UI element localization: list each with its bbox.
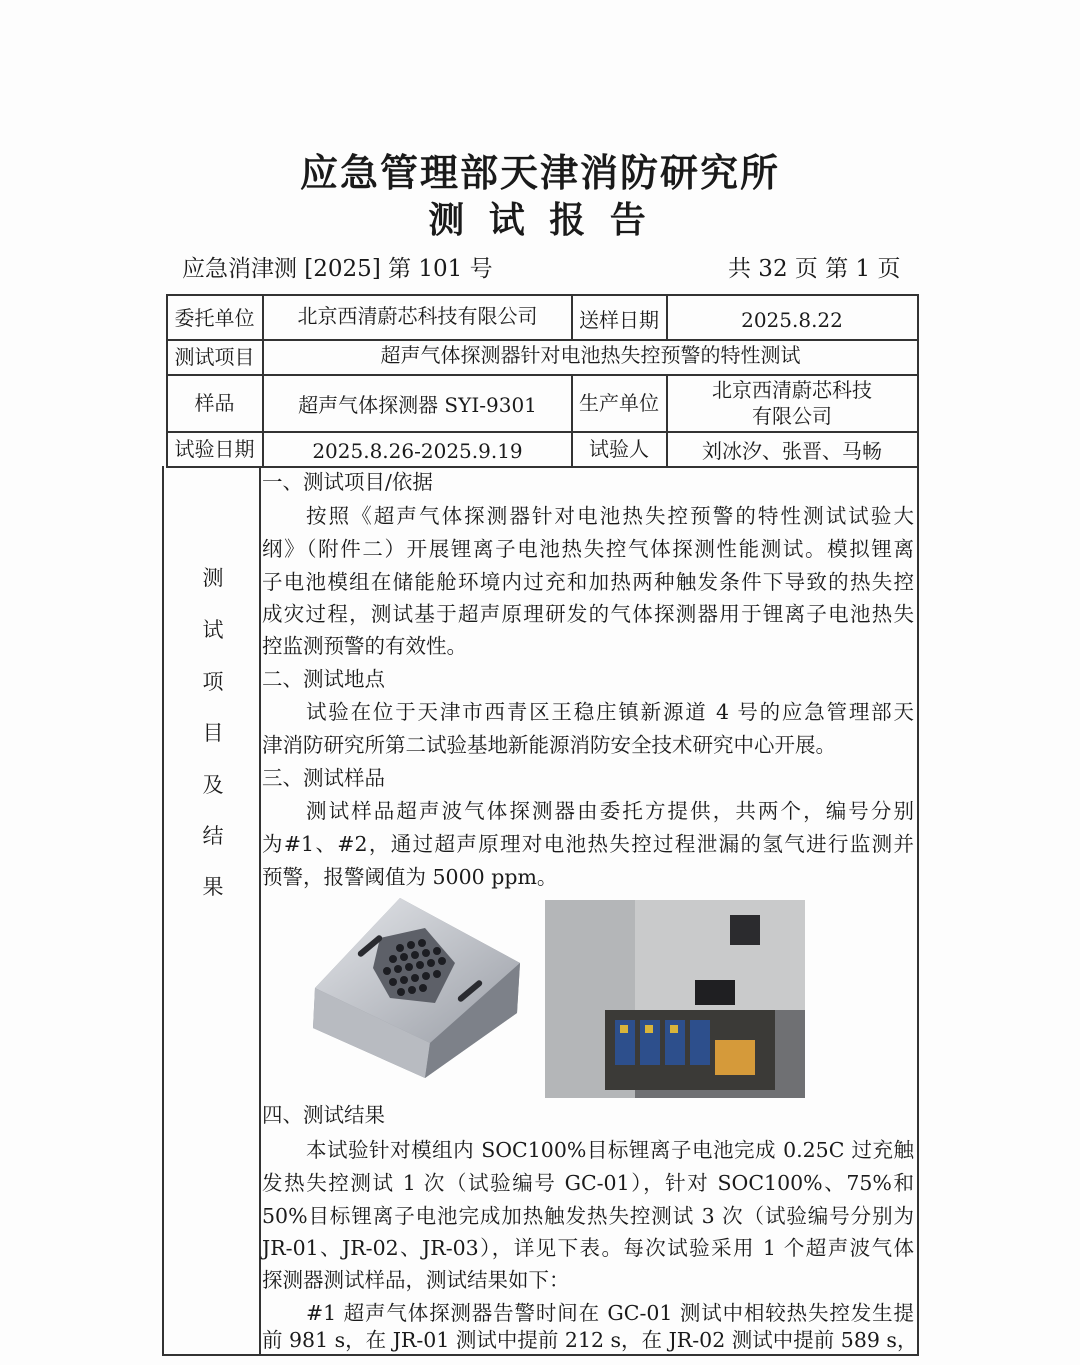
body-line: JR-01、JR-02、JR-03），详见下表。每次试验采用 1 个超声波气体	[262, 1236, 914, 1260]
vertical-char: 结	[202, 824, 224, 848]
vertical-char: 果	[202, 875, 224, 899]
client-label: 委托单位	[174, 305, 255, 330]
vertical-char: 及	[202, 773, 224, 797]
vertical-char: 项	[202, 670, 224, 694]
send-date-value: 2025.8.22	[741, 307, 843, 332]
tester-label: 试验人	[589, 437, 649, 461]
section-4-title: 四、测试结果	[262, 1103, 385, 1127]
report-number: 应急消津测 [2025] 第 101 号	[182, 256, 493, 282]
body-line: 按照《超声气体探测器针对电池热失控预警的特性测试试验大	[306, 504, 914, 528]
maker-line-2: 有限公司	[752, 404, 832, 428]
vertical-char: 测	[202, 566, 224, 590]
date-value: 2025.8.26-2025.9.19	[312, 439, 523, 463]
body-line: 发热失控测试 1 次（试验编号 GC-01），针对 SOC100%、75%和	[262, 1171, 914, 1195]
client-value: 北京西清蔚芯科技有限公司	[297, 304, 538, 328]
tester-value: 刘冰汐、张晋、马畅	[702, 439, 882, 463]
maker-value	[667, 375, 917, 431]
org-title: 应急管理部天津消防研究所	[299, 150, 780, 195]
body-line: #1 超声气体探测器告警时间在 GC-01 测试中相较热失控发生提	[306, 1301, 914, 1325]
body-line: 测试样品超声波气体探测器由委托方提供，共两个，编号分别	[306, 799, 914, 823]
detector-photo	[305, 893, 527, 1083]
date-label: 试验日期	[174, 437, 255, 461]
body-line: 预警，报警阈值为 5000 ppm。	[262, 865, 558, 889]
doc-type-title: 测 试 报 告	[428, 199, 652, 241]
item-value: 超声气体探测器针对电池热失控预警的特性测试	[380, 343, 801, 367]
section-3-title: 三、测试样品	[262, 766, 385, 790]
body-line: 50%目标锂离子电池完成加热触发热失控测试 3 次（试验编号分别为	[262, 1204, 914, 1228]
item-label: 测试项目	[174, 345, 255, 369]
body-line: 本试验针对模组内 SOC100%目标锂离子电池完成 0.25C 过充触	[306, 1138, 914, 1162]
body-line: 为#1、#2，通过超声原理对电池热失控过程泄漏的氢气进行监测并	[262, 832, 914, 856]
test-setup-photo	[545, 900, 805, 1098]
section-2-title: 二、测试地点	[262, 667, 385, 691]
body-line: 纲》（附件二）开展锂离子电池热失控气体探测性能测试。模拟锂离	[262, 537, 914, 561]
body-line: 子电池模组在储能舱环境内过充和加热两种触发条件下导致的热失控	[262, 570, 914, 594]
body-line: 试验在位于天津市西青区王稳庄镇新源道 4 号的应急管理部天	[306, 700, 914, 724]
send-date-label: 送样日期	[579, 307, 659, 332]
body-line: 成灾过程，测试基于超声原理研发的气体探测器用于锂离子电池热失	[262, 602, 914, 626]
body-line: 前 981 s，在 JR-01 测试中提前 212 s，在 JR-02 测试中提前 589 s，	[262, 1328, 918, 1352]
section-1-title: 一、测试项目/依据	[262, 470, 433, 494]
page-count: 共 32 页 第 1 页	[728, 256, 901, 282]
body-line: 探测器测试样品，测试结果如下：	[262, 1268, 570, 1292]
maker-label: 生产单位	[579, 391, 659, 415]
body-line: 控监测预警的有效性。	[262, 634, 467, 658]
vertical-char: 试	[202, 618, 224, 642]
sample-label: 样品	[194, 391, 235, 415]
vertical-char: 目	[202, 721, 224, 745]
sample-value: 超声气体探测器 SYI-9301	[298, 393, 537, 417]
body-line: 津消防研究所第二试验基地新能源消防安全技术研究中心开展。	[262, 733, 836, 757]
maker-line-1: 北京西清蔚芯科技	[712, 378, 872, 402]
